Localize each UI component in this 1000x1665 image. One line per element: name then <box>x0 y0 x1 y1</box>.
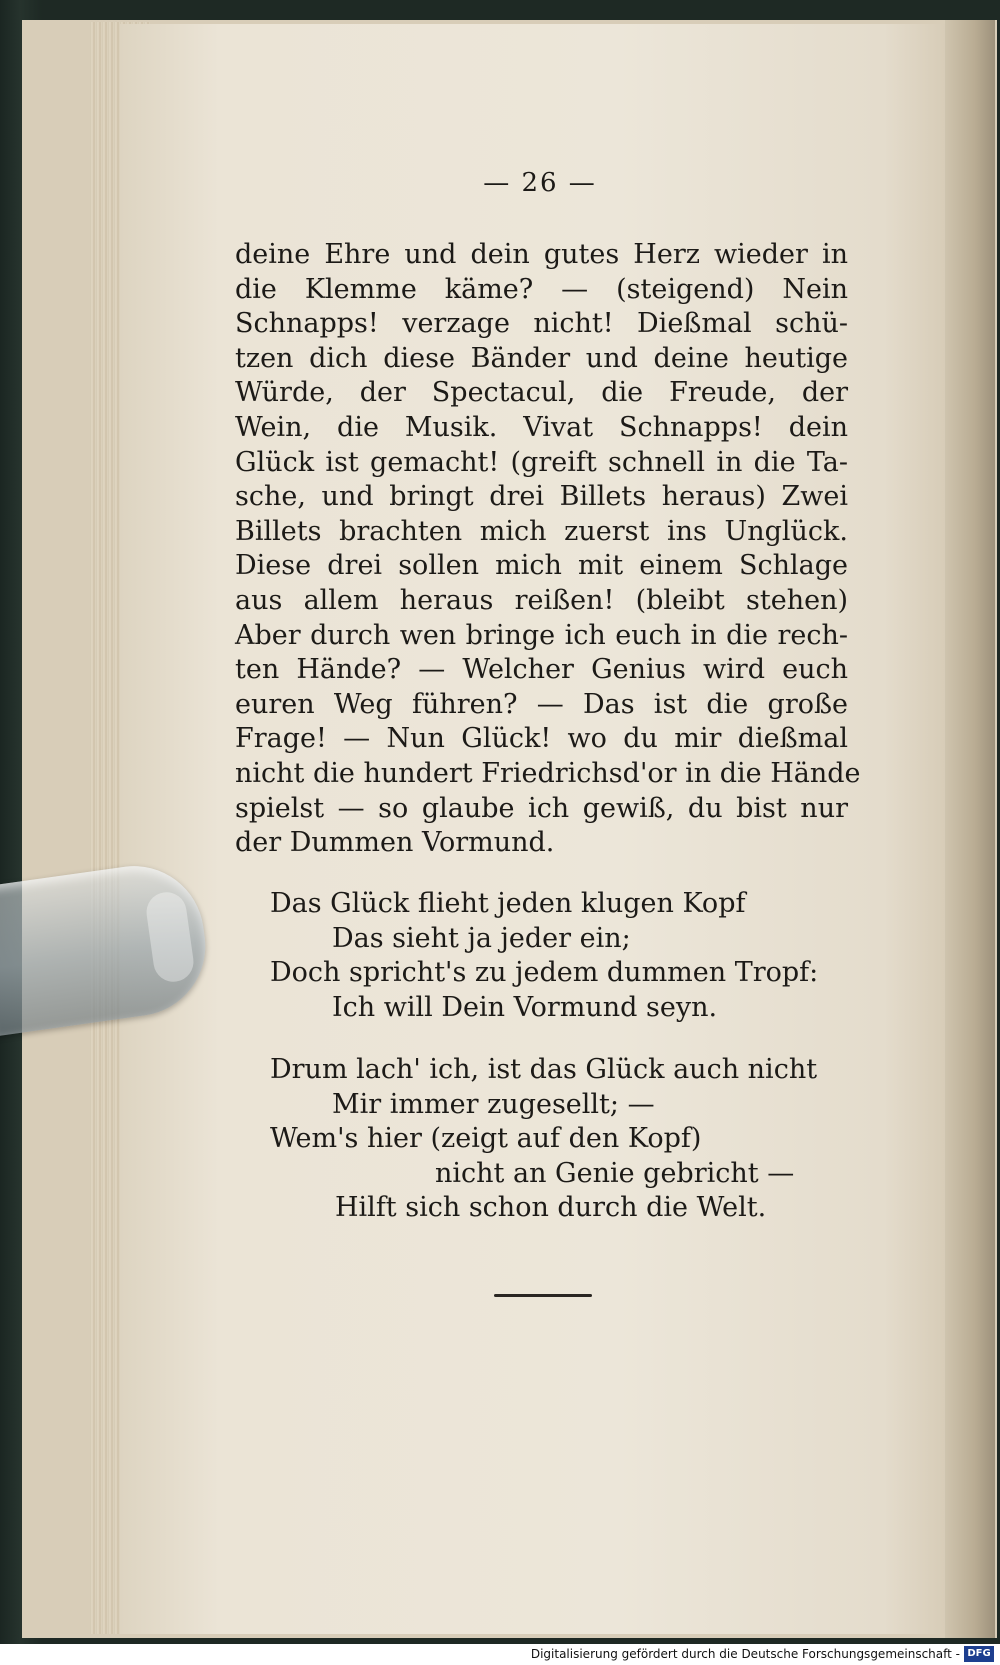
prose-line: Aber durch wen bringe ich euch in die rech- <box>235 619 848 651</box>
verse-stanza-2 <box>270 1053 870 1226</box>
verse-line: nicht an Genie gebricht — <box>435 1157 795 1189</box>
verse-line: Mir immer zugesellt; — <box>332 1088 655 1120</box>
prose-text <box>235 238 861 861</box>
prose-line: aus allem heraus reißen! (bleibt stehen) <box>235 584 848 616</box>
prose-line: euren Weg führen? — Das ist die große <box>235 688 848 720</box>
dfg-logo: DFG <box>964 1646 994 1662</box>
prose-line: die Klemme käme? — (steigend) Nein <box>235 273 848 305</box>
verse-line: Das sieht ja jeder ein; <box>332 922 631 954</box>
prose-line: Diese drei sollen mich mit einem Schlage <box>235 550 848 582</box>
prose-line: ten Hände? — Welcher Genius wird euch <box>235 654 848 686</box>
end-rule <box>494 1294 592 1297</box>
verse-line: Ich will Dein Vormund seyn. <box>332 991 718 1023</box>
prose-line: der Dummen Vormund. <box>235 827 555 859</box>
prose-line: Würde, der Spectacul, die Freude, der <box>235 377 848 409</box>
prose-line: spielst — so glaube ich gewiß, du bist nur <box>235 792 848 824</box>
prose-line: deine Ehre und dein gutes Herz wieder in <box>235 239 848 270</box>
book-right-edge <box>945 20 995 1638</box>
verse-line: Drum lach' ich, ist das Glück auch nicht <box>270 1054 818 1085</box>
footer-credit: Digitalisierung gefördert durch die Deutsche Forschungsgemeinschaft - <box>530 1647 960 1661</box>
prose-line: Wein, die Musik. Vivat Schnapps! dein <box>235 411 848 443</box>
verse-stanza-1 <box>270 887 870 1025</box>
prose-line: Glück ist gemacht! (greift schnell in die Ta- <box>235 446 848 478</box>
verse-line: Das Glück flieht jeden klugen Kopf <box>270 888 746 919</box>
prose-line: Frage! — Nun Glück! wo du mir dießmal <box>235 723 848 755</box>
prose-line: Billets brachten mich zuerst ins Unglück. <box>235 515 848 547</box>
page-number: — 26 — <box>483 168 597 198</box>
prose-line: nicht die hundert Friedrichsd'or in die Hände <box>235 757 861 789</box>
prose-line: tzen dich diese Bänder und deine heutige <box>235 342 848 374</box>
prose-line: Schnapps! verzage nicht! Dießmal schü- <box>235 308 848 340</box>
digitization-footer <box>0 1644 1000 1665</box>
verse-line: Doch spricht's zu jedem dummen Tropf: <box>270 957 819 988</box>
prose-line: sche, und bringt drei Billets heraus) Zwei <box>235 481 848 513</box>
verse-line: Wem's hier (zeigt auf den Kopf) <box>270 1123 702 1154</box>
verse-line: Hilft sich schon durch die Welt. <box>335 1192 767 1223</box>
